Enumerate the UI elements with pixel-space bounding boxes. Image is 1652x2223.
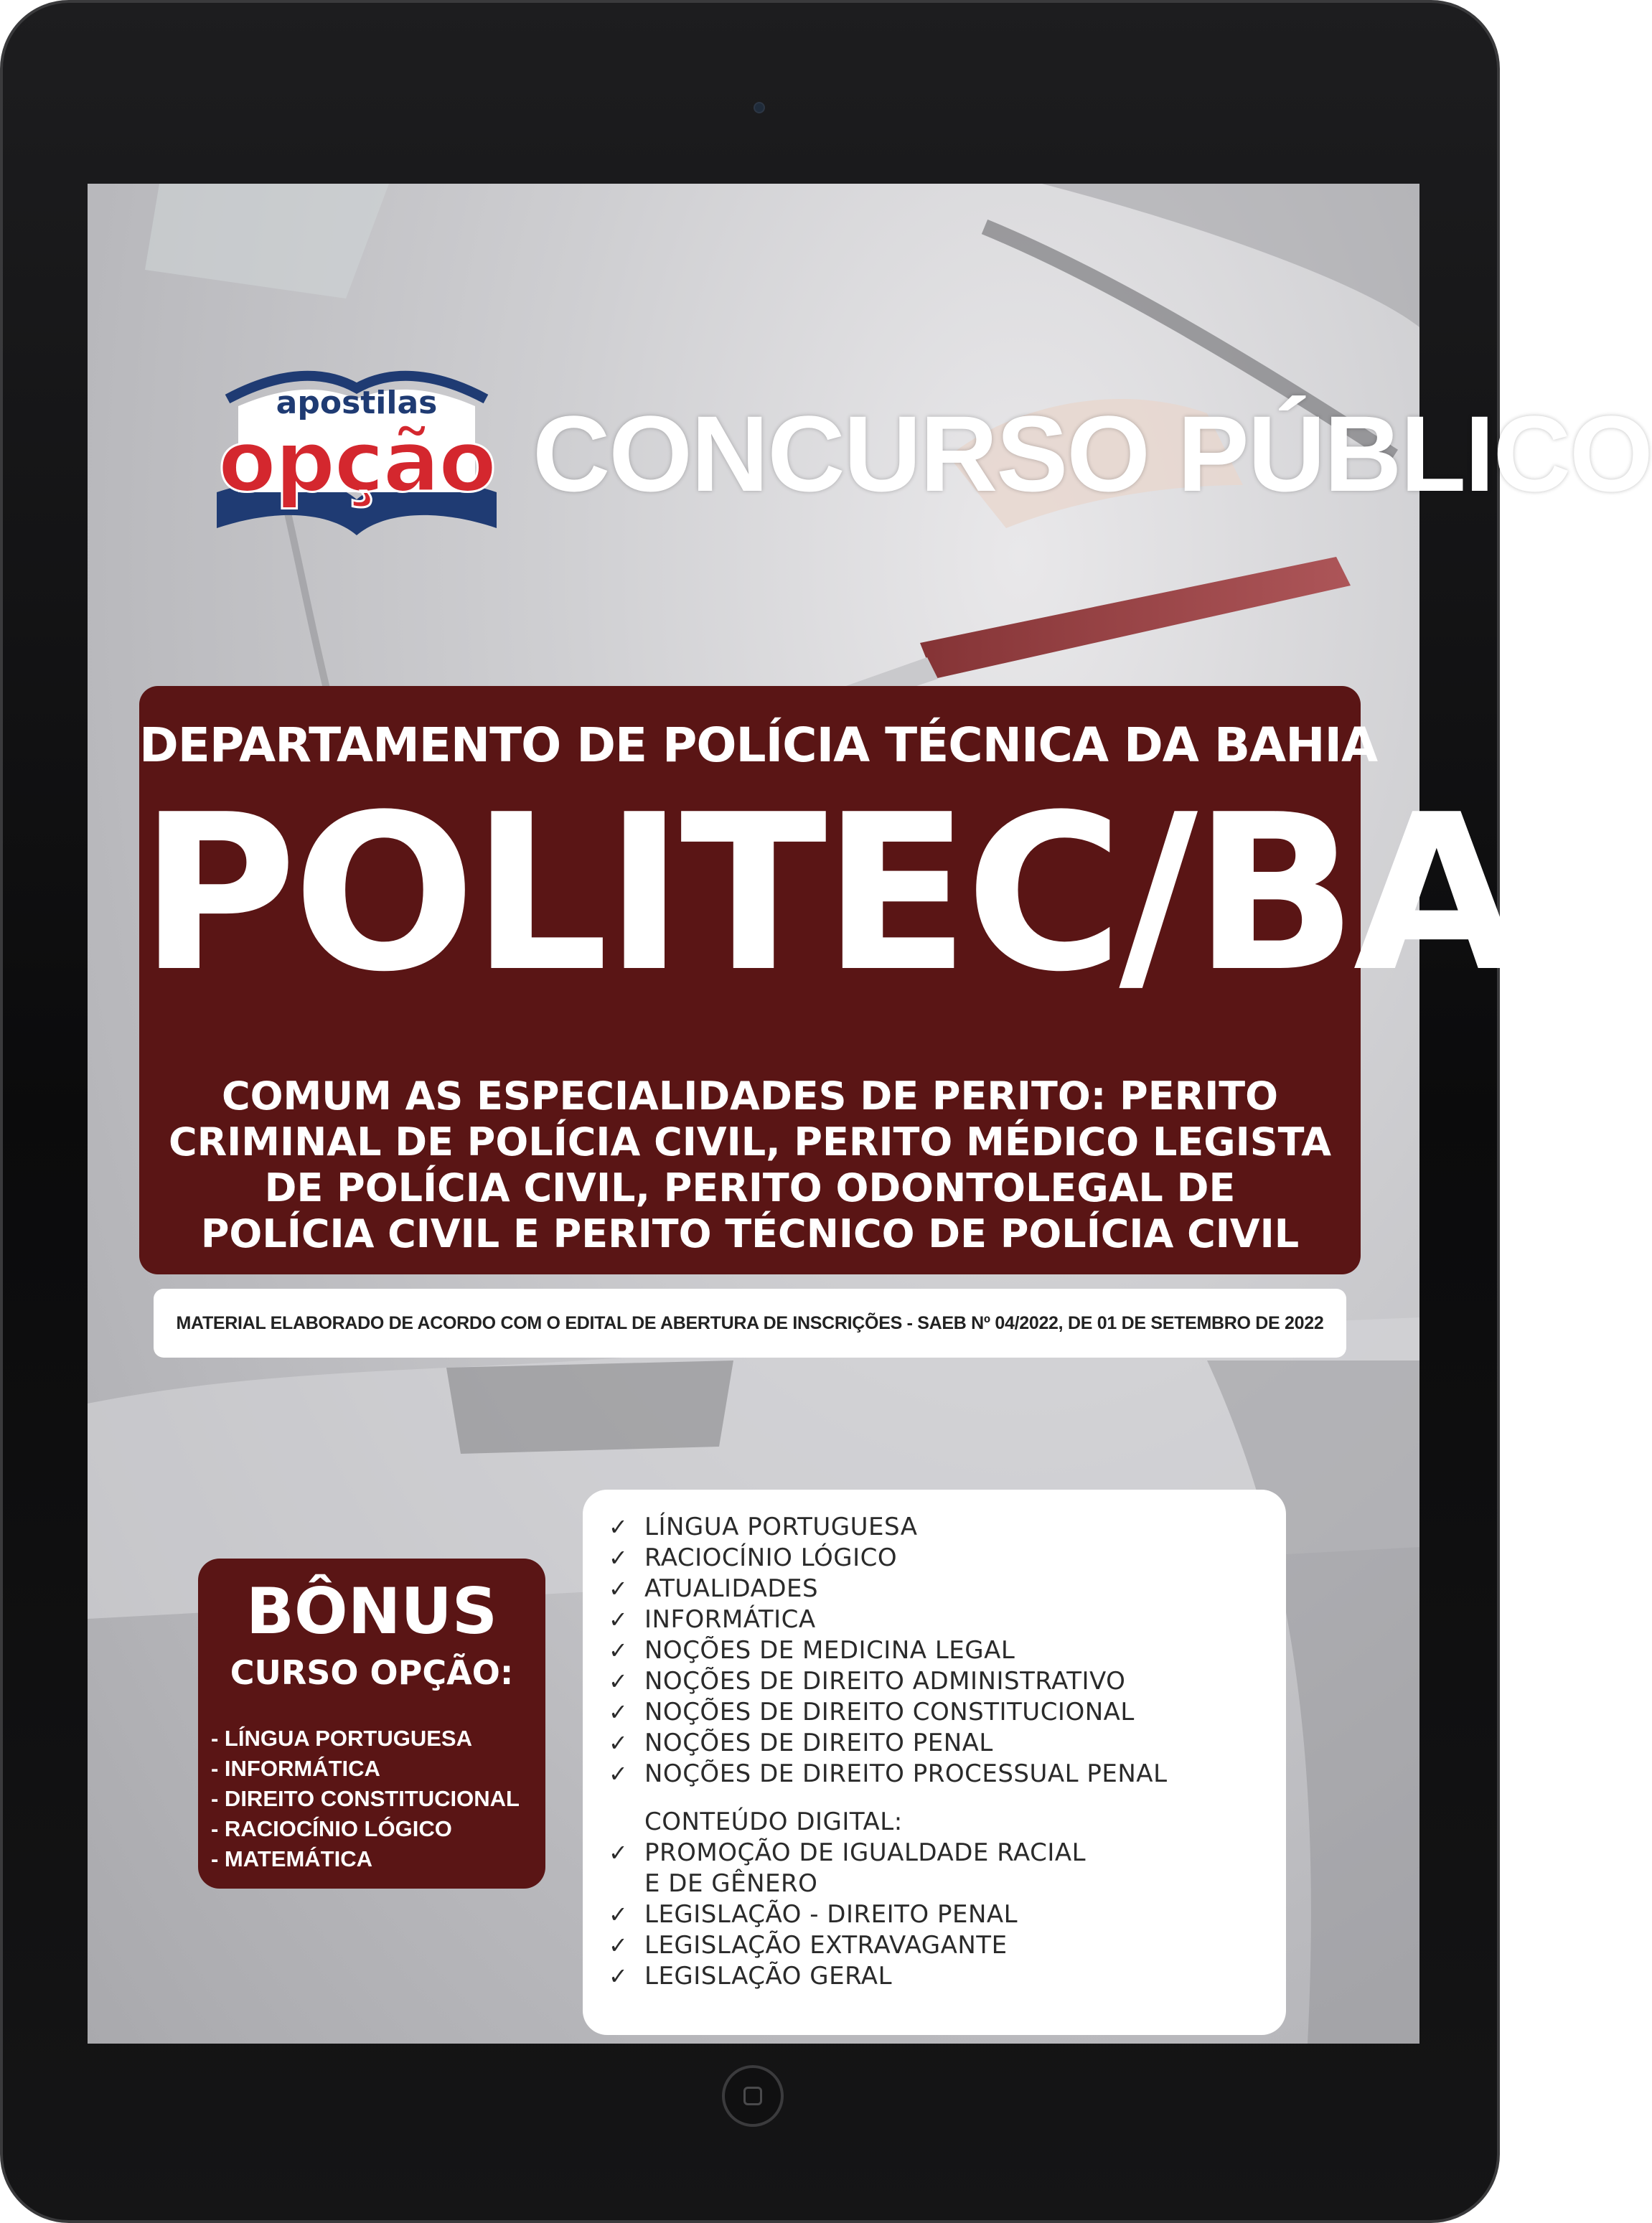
checkmark-icon: ✓ xyxy=(609,1759,628,1787)
topic-label: ATUALIDADES xyxy=(644,1574,819,1603)
topic-label: NOÇÕES DE DIREITO ADMINISTRATIVO xyxy=(644,1666,1126,1696)
list-item xyxy=(609,1899,1269,1930)
list-item xyxy=(609,1727,1269,1758)
especialidades-line: CRIMINAL DE POLÍCIA CIVIL, PERITO MÉDICO LEGISTA xyxy=(168,1119,1332,1165)
topics-panel xyxy=(583,1490,1286,2035)
bonus-panel xyxy=(198,1559,545,1889)
concurso-publico-heading: CONCURSO PÚBLICO xyxy=(532,393,1652,514)
list-item xyxy=(609,1604,1269,1635)
edital-info-bar xyxy=(154,1289,1346,1358)
list-item: - LÍNGUA PORTUGUESA xyxy=(211,1726,472,1751)
topic-label: NOÇÕES DE DIREITO PROCESSUAL PENAL xyxy=(644,1759,1168,1788)
checkmark-icon: ✓ xyxy=(609,1962,628,1990)
bonus-subtitle: CURSO OPÇÃO: xyxy=(230,1653,514,1692)
department-name: DEPARTAMENTO DE POLÍCIA TÉCNICA DA BAHIA xyxy=(139,718,1378,773)
especialidades-line: DE POLÍCIA CIVIL, PERITO ODONTOLEGAL DE xyxy=(264,1165,1236,1211)
list-item xyxy=(609,1573,1269,1604)
topic-label: NOÇÕES DE MEDICINA LEGAL xyxy=(644,1635,1015,1665)
cover-screen xyxy=(88,184,1652,2044)
list-item: - DIREITO CONSTITUCIONAL xyxy=(211,1786,520,1811)
topic-label: LEGISLAÇÃO EXTRAVAGANTE xyxy=(644,1930,1008,1960)
list-item xyxy=(609,1696,1269,1727)
home-button-icon[interactable] xyxy=(722,2065,784,2127)
checkmark-icon: ✓ xyxy=(609,1931,628,1959)
topic-label: LÍNGUA PORTUGUESA xyxy=(644,1512,918,1541)
bonus-title: BÔNUS xyxy=(245,1574,498,1648)
list-item xyxy=(609,1837,1269,1868)
checkmark-icon: ✓ xyxy=(609,1729,628,1757)
list-item: - RACIOCÍNIO LÓGICO xyxy=(211,1816,452,1841)
especialidades-text xyxy=(154,1073,1346,1257)
topic-label: LEGISLAÇÃO GERAL xyxy=(644,1961,893,1991)
checkmark-icon: ✓ xyxy=(609,1667,628,1695)
logo-main-text: opção xyxy=(217,412,496,511)
digital-heading-label: CONTEÚDO DIGITAL: xyxy=(644,1807,903,1836)
list-item xyxy=(609,1511,1269,1542)
digital-heading xyxy=(609,1806,1269,1837)
logo-small-text: apostilas xyxy=(276,385,438,421)
list-spacer xyxy=(609,1789,1269,1806)
checkmark-icon: ✓ xyxy=(609,1513,628,1541)
list-item-continuation xyxy=(609,1868,1269,1899)
list-item xyxy=(609,1542,1269,1573)
list-item xyxy=(609,1758,1269,1789)
checkmark-icon: ✓ xyxy=(609,1605,628,1633)
camera-icon xyxy=(754,102,765,113)
apostilas-opcao-logo xyxy=(202,356,511,571)
checkmark-icon: ✓ xyxy=(609,1574,628,1602)
title-panel xyxy=(139,686,1516,1274)
list-item: - INFORMÁTICA xyxy=(211,1756,380,1781)
especialidades-line: COMUM AS ESPECIALIDADES DE PERITO: PERITO xyxy=(221,1073,1279,1119)
edital-info-text: MATERIAL ELABORADO DE ACORDO COM O EDITAL DE ABERTURA DE INSCRIÇÕES - SAEB Nº 04/2022, DE 01 DE SETEMBRO DE 2022 xyxy=(176,1312,1324,1333)
list-item xyxy=(609,1930,1269,1960)
especialidades-line: POLÍCIA CIVIL E PERITO TÉCNICO DE POLÍCIA CIVIL xyxy=(200,1211,1300,1256)
list-item: - MATEMÁTICA xyxy=(211,1846,372,1871)
topic-label: LEGISLAÇÃO - DIREITO PENAL xyxy=(644,1899,1018,1929)
checkmark-icon: ✓ xyxy=(609,1900,628,1928)
topics-list xyxy=(609,1511,1269,1991)
topic-label: E DE GÊNERO xyxy=(644,1869,818,1898)
checkmark-icon: ✓ xyxy=(609,1636,628,1664)
checkmark-icon: ✓ xyxy=(609,1698,628,1726)
bonus-list xyxy=(211,1724,541,1874)
topic-label: NOÇÕES DE DIREITO PENAL xyxy=(644,1728,993,1757)
topic-label: INFORMÁTICA xyxy=(644,1604,816,1634)
checkmark-icon: ✓ xyxy=(609,1543,628,1571)
topic-label: PROMOÇÃO DE IGUALDADE RACIAL xyxy=(644,1838,1087,1867)
list-item xyxy=(609,1635,1269,1665)
list-item xyxy=(609,1960,1269,1991)
checkmark-icon: ✓ xyxy=(609,1838,628,1866)
topic-label: NOÇÕES DE DIREITO CONSTITUCIONAL xyxy=(644,1697,1135,1726)
main-title: POLITEC/BA xyxy=(139,769,1516,1019)
topic-label: RACIOCÍNIO LÓGICO xyxy=(644,1543,898,1572)
list-item xyxy=(609,1665,1269,1696)
